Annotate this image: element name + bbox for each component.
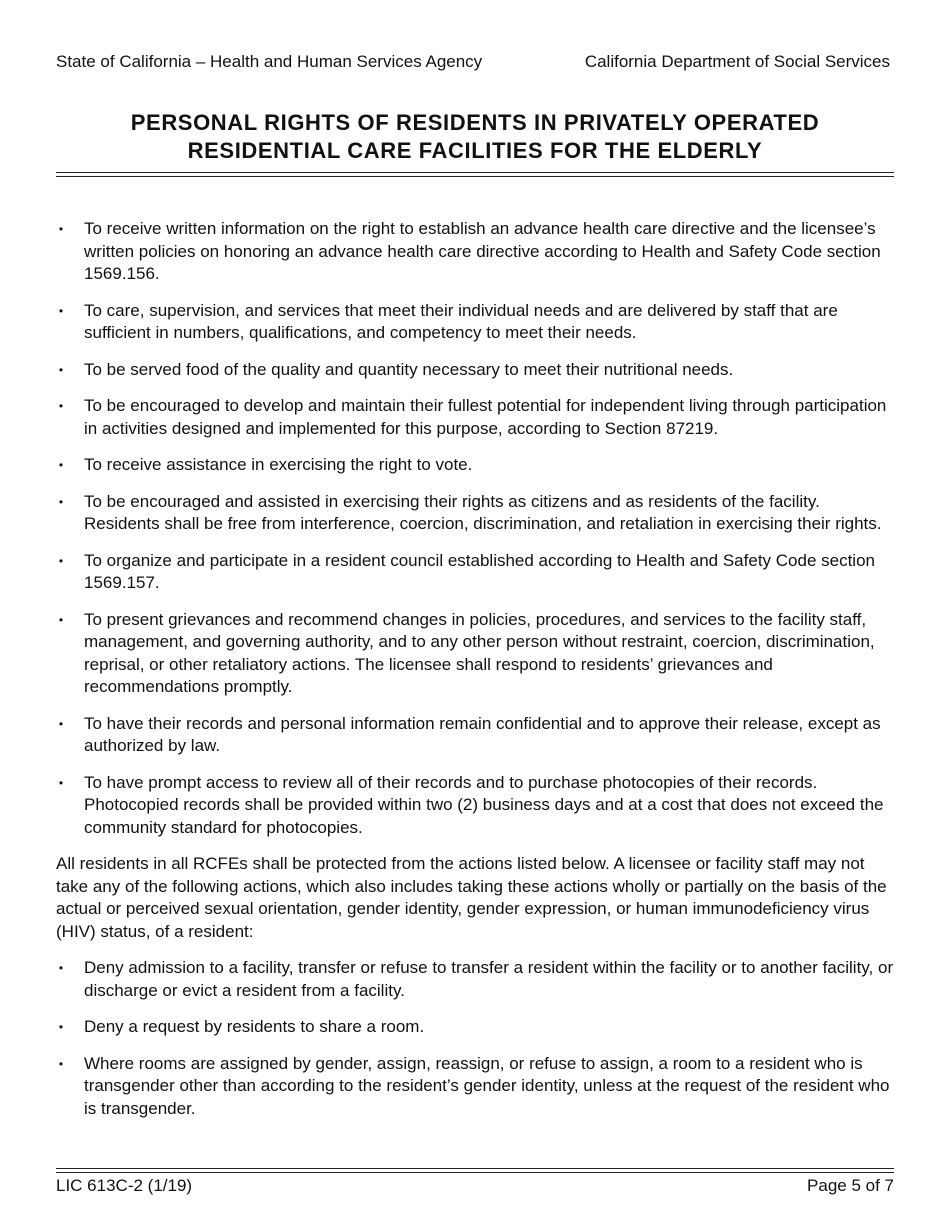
bullet-icon: • (58, 716, 64, 731)
list-item-text: To receive written information on the right to establish an advance health care directive and the licensee’s written policies on honoring an advance health care directive according to Health and Safety Code section 1569.156. (84, 219, 881, 283)
bullet-icon: • (58, 222, 64, 236)
list-item-text: To receive assistance in exercising the right to vote. (84, 455, 473, 474)
document-title (56, 109, 894, 165)
list-item (56, 395, 894, 440)
bullet-icon: • (58, 399, 64, 413)
bullet-icon: • (58, 458, 64, 472)
list-item-text: To be encouraged and assisted in exercising their rights as citizens and as residents of the facility. Residents shall be free from interference, coercion, discrimination, and retaliation in exercising their rights. (84, 491, 882, 533)
bullet-icon: • (58, 775, 64, 790)
list-item (56, 957, 894, 1002)
list-item (56, 218, 894, 286)
bullet-icon: • (58, 494, 64, 509)
title-line-2: RESIDENTIAL CARE FACILITIES FOR THE ELDERLY (187, 138, 763, 163)
department-name: California Department of Social Services (584, 52, 890, 71)
footer-divider (56, 1168, 894, 1173)
list-item (56, 772, 894, 840)
prohibited-actions-list (56, 957, 894, 1120)
document-body (56, 218, 894, 1134)
agency-name: State of California – Health and Human Services Agency (56, 52, 483, 71)
list-item-text: To be encouraged to develop and maintain their fullest potential for independent living through participation in activities designed and implemented for this purpose, according to Section 87219. (84, 396, 887, 438)
page-number: Page 5 of 7 (807, 1176, 894, 1195)
title-line-1: PERSONAL RIGHTS OF RESIDENTS IN PRIVATELY OPERATED (130, 110, 820, 135)
bullet-icon: • (58, 1020, 64, 1034)
page-footer (56, 1176, 894, 1196)
bullet-icon: • (58, 1056, 64, 1071)
list-item-text: To have their records and personal information remain confidential and to approve their release, except as authorized by law. (84, 713, 881, 755)
list-item (56, 491, 894, 536)
bullet-icon: • (58, 553, 64, 568)
list-item-text: Where rooms are assigned by gender, assign, reassign, or refuse to assign, a room to a resident who is transgender other than according to the resident’s gender identity, unless at the request of the resident who is transgender. (84, 1053, 890, 1118)
list-item-text: To be served food of the quality and quantity necessary to meet their nutritional needs. (84, 359, 734, 379)
list-item-text: To have prompt access to review all of their records and to purchase photocopies of their records. Photocopied records shall be provided within two (2) business days and at a cost that does not exceed the community standard for photocopies. (84, 772, 884, 837)
bullet-icon: • (58, 961, 64, 975)
list-item (56, 713, 894, 758)
list-item-text: To organize and participate in a resident council established according to Health and Safety Code section 1569.157. (84, 550, 875, 592)
protection-intro-paragraph: All residents in all RCFEs shall be protected from the actions listed below. A licensee or facility staff may not take any of the following actions, which also includes taking these actions wholly or partially on the basis of the actual or perceived sexual orientation, gender identity, gender expression, or human immunodeficiency virus (HIV) status, of a resident: (56, 854, 887, 941)
list-item (56, 359, 894, 382)
list-item (56, 1053, 894, 1121)
list-item-text: To care, supervision, and services that meet their individual needs and are delivered by staff that are sufficient in numbers, qualifications, and competency to meet their needs. (84, 300, 838, 342)
list-item (56, 550, 894, 595)
form-id: LIC 613C-2 (1/19) (56, 1176, 193, 1195)
bullet-icon: • (58, 612, 64, 627)
bullet-icon: • (58, 303, 64, 318)
list-item-text: To present grievances and recommend changes in policies, procedures, and services to the facility staff, management, and governing authority, and to any other person without restraint, coercion, discrimination, reprisal, or other retaliatory actions. The licensee shall respond to residents’ grievances and recommendations promptly. (84, 609, 875, 696)
list-item (56, 1016, 894, 1039)
rights-list (56, 218, 894, 839)
bullet-icon: • (58, 362, 64, 377)
list-item (56, 454, 894, 477)
title-divider (56, 172, 894, 177)
page-header (56, 52, 890, 72)
list-item-text: Deny admission to a facility, transfer or refuse to transfer a resident within the facility or to another facility, or discharge or evict a resident from a facility. (84, 958, 894, 1000)
list-item (56, 609, 894, 699)
list-item-text: Deny a request by residents to share a room. (84, 1017, 425, 1036)
list-item (56, 300, 894, 345)
